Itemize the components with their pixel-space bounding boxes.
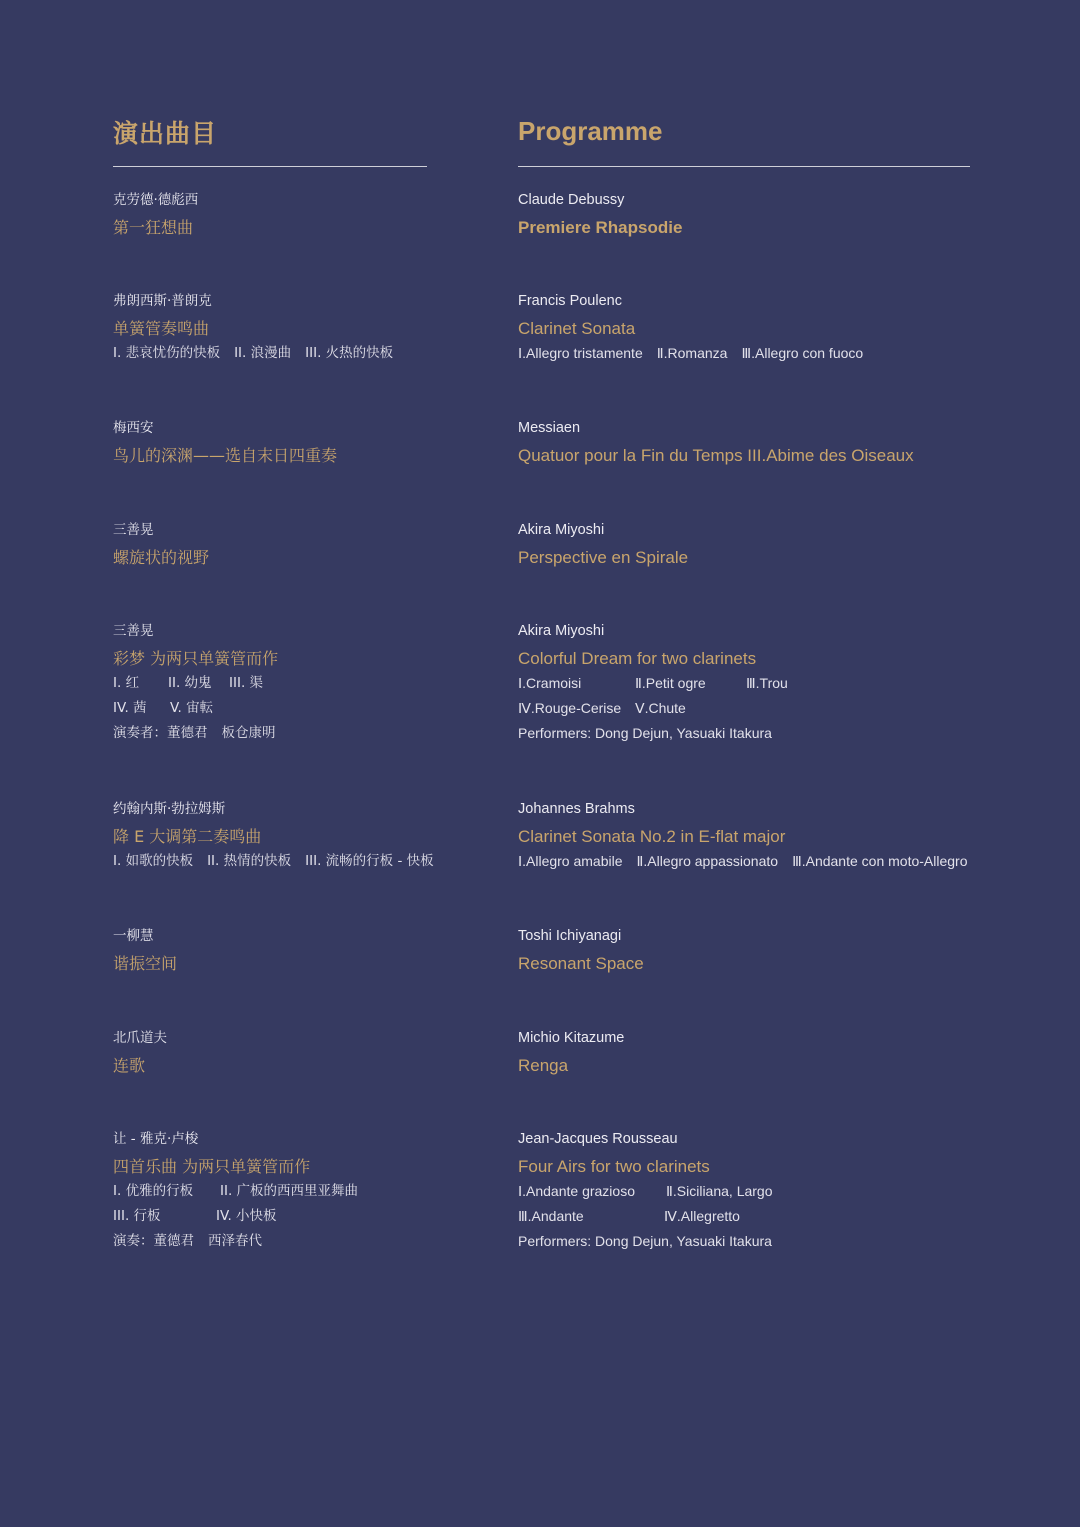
programme-item-7 [518,926,644,976]
programme-item-6 [113,799,448,871]
piece-title: Clarinet Sonata No.2 in E-flat major [518,827,786,846]
performers [518,1231,773,1251]
programme-item-9 [518,1129,773,1251]
movement: II. 浪漫曲 [234,345,292,361]
movement: III. 行板 [113,1208,161,1224]
performer: 演奏：董德君 [113,1233,194,1249]
movement: Ⅱ.Romanza [656,345,728,361]
programme-item-9 [113,1129,358,1251]
movement: II. 广板的西西里亚舞曲 [220,1183,359,1199]
programme-item-3 [518,418,914,468]
performers-text: Performers: Dong Dejun, Yasuaki Itakura [518,1233,772,1249]
movement: Ⅲ.Andante con moto-Allegro [792,853,968,869]
piece-title: 连歌 [113,1056,146,1075]
programme-item-2 [518,291,877,363]
piece-title: Renga [518,1056,569,1075]
page-title-english: Programme [518,116,663,146]
performer: 演奏者：董德君 [113,725,208,741]
programme-item-3 [113,418,337,468]
movement: Ⅲ.Allegro con fuoco [741,345,864,361]
composer-name: 三善晃 [113,623,154,639]
movement-list [113,851,448,871]
programme-item-8 [113,1028,167,1078]
piece-title: 第一狂想曲 [113,218,194,237]
movement: Ⅱ.Petit ogre [635,675,706,691]
movement: Ⅲ.Andante [518,1208,584,1224]
programme-item-1 [518,190,682,240]
movement-list [113,343,407,363]
programme-item-6 [518,799,981,871]
piece-title: 降 E 大调第二奏鸣曲 [113,827,262,846]
composer-name: 梅西安 [113,420,154,436]
piece-title: 螺旋状的视野 [113,548,210,567]
movement: Ⅴ.Chute [635,700,686,716]
composer-name: 弗朗西斯·普朗克 [113,293,212,309]
piece-title: Resonant Space [518,954,644,973]
piece-title: Premiere Rhapsodie [518,218,683,237]
piece-title: Quatuor pour la Fin du Temps III.Abime des Oiseaux [518,446,914,465]
movement: Ⅳ.Rouge-Cerise [518,700,622,716]
movement: Ⅰ.Allegro amabile [518,853,623,869]
composer-name: Michio Kitazume [518,1030,625,1046]
movement: Ⅰ.Cramoisi [518,675,582,691]
programme-item-4 [113,520,209,570]
performers [113,1231,358,1251]
composer-name: Toshi Ichiyanagi [518,928,622,944]
movement: I. 红 [113,675,140,691]
piece-title: Clarinet Sonata [518,319,636,338]
piece-title: 四首乐曲 为两只单簧管而作 [113,1157,311,1176]
composer-name: 克劳德·德彪西 [113,192,199,208]
movement: I. 悲哀忧伤的快板 [113,345,221,361]
piece-title: 谐振空间 [113,954,178,973]
movement-list [518,1181,773,1201]
movement-list [518,851,981,871]
movement: I. 如歌的快板 [113,853,194,869]
movement-list [113,1206,358,1226]
composer-name: Claude Debussy [518,192,625,208]
composer-name: 三善晃 [113,522,154,538]
composer-name: Francis Poulenc [518,293,622,309]
page-title-chinese: 演出曲目 [113,119,218,148]
movement: I. 优雅的行板 [113,1183,194,1199]
movement: Ⅳ.Allegretto [664,1208,740,1224]
movement: Ⅱ.Siciliana, Largo [666,1183,773,1199]
movement-list [518,698,788,718]
movement-list [113,698,290,718]
movement: II. 热情的快板 [207,853,292,869]
programme-item-4 [518,520,688,570]
movement: Ⅰ.Andante grazioso [518,1183,635,1199]
piece-title: Perspective en Spirale [518,548,689,567]
performers [518,723,788,743]
movement-list [113,1181,358,1201]
composer-name: Akira Miyoshi [518,522,605,538]
movement: III. 火热的快板 [305,345,394,361]
movement: II. 幼鬼 [168,675,212,691]
performer: 西泽春代 [208,1233,262,1249]
movement: IV. 小快板 [216,1208,277,1224]
composer-name: 约翰内斯·勃拉姆斯 [113,801,226,817]
movement: IV. 茜 [113,700,147,716]
programme-item-1 [113,190,198,240]
movement: III. 流畅的行板 - 快板 [305,853,434,869]
programme-item-8 [518,1028,624,1078]
composer-name: 北爪道夫 [113,1030,167,1046]
programme-item-7 [113,926,177,976]
movement-list [518,1206,773,1226]
programme-item-5 [113,621,290,743]
movement: V. 宙転 [170,700,214,716]
performers-text: Performers: Dong Dejun, Yasuaki Itakura [518,725,772,741]
piece-title: Colorful Dream for two clarinets [518,649,757,668]
movement-list [113,673,290,693]
heading-divider [518,166,970,167]
composer-name: Messiaen [518,420,581,436]
movement: Ⅲ.Trou [746,675,788,691]
movement-list [518,673,788,693]
performers [113,723,290,743]
piece-title: 单簧管奏鸣曲 [113,319,210,338]
heading-divider [113,166,427,167]
composer-name: Johannes Brahms [518,801,635,817]
composer-name: Akira Miyoshi [518,623,605,639]
movement: Ⅰ.Allegro tristamente [518,345,643,361]
programme-item-5 [518,621,788,743]
piece-title: 彩梦 为两只单簧管而作 [113,649,279,668]
movement: Ⅱ.Allegro appassionato [636,853,779,869]
piece-title: Four Airs for two clarinets [518,1157,710,1176]
movement-list [518,343,877,363]
programme-item-2 [113,291,407,363]
performer: 板仓康明 [221,725,276,741]
composer-name: 让 - 雅克·卢梭 [113,1131,199,1147]
piece-title: 鸟儿的深渊——选自末日四重奏 [113,446,338,465]
composer-name: 一柳慧 [113,928,154,944]
movement: III. 渠 [229,675,264,691]
composer-name: Jean-Jacques Rousseau [518,1131,678,1147]
